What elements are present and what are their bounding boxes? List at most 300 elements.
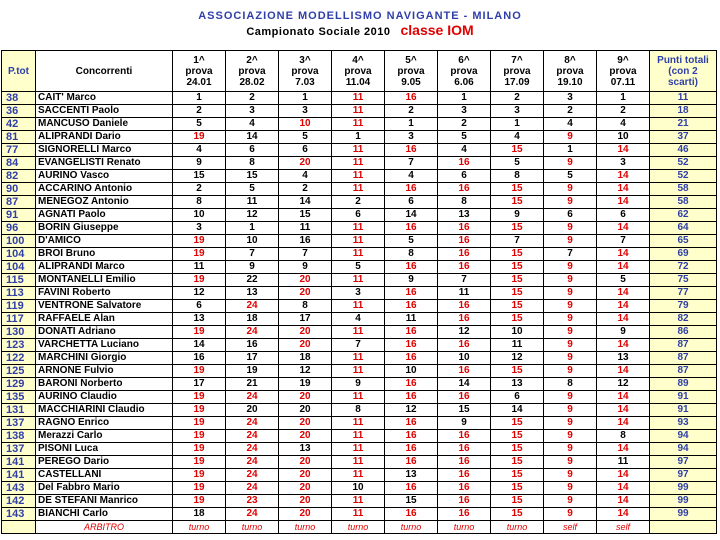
race-score: 16 — [385, 378, 438, 391]
race-score: 4 — [173, 144, 226, 157]
total-points: 91 — [650, 404, 717, 417]
race-score: 16 — [385, 352, 438, 365]
competitor-name: BIANCHI Carlo — [36, 508, 173, 521]
race-score: 14 — [385, 209, 438, 222]
competitor-name: D'AMICO — [36, 235, 173, 248]
race-score: 16 — [385, 287, 438, 300]
race-score: 13 — [226, 287, 279, 300]
race-score: 24 — [226, 482, 279, 495]
race-score: 7 — [385, 157, 438, 170]
table-row — [2, 339, 717, 352]
race-score: 16 — [385, 339, 438, 352]
table-row — [2, 105, 717, 118]
race-score: 14 — [597, 170, 650, 183]
race-score: 6 — [332, 209, 385, 222]
race-score: 8 — [597, 430, 650, 443]
competitor-name: CASTELLANI — [36, 469, 173, 482]
competitor-name: AURINO Claudio — [36, 391, 173, 404]
race-score: 14 — [597, 339, 650, 352]
race-score: 16 — [438, 222, 491, 235]
race-score: 11 — [332, 144, 385, 157]
race-score: 16 — [385, 443, 438, 456]
race-score: 6 — [385, 196, 438, 209]
race-score: 15 — [491, 508, 544, 521]
race-score: 20 — [279, 287, 332, 300]
total-points: 77 — [650, 287, 717, 300]
total-points: 79 — [650, 300, 717, 313]
race-score: 20 — [279, 508, 332, 521]
race-score: 16 — [385, 391, 438, 404]
header-row — [2, 51, 717, 92]
race-score: 5 — [597, 274, 650, 287]
race-score: 13 — [438, 209, 491, 222]
race-score: 9 — [544, 482, 597, 495]
competitor-name: Merazzi Carlo — [36, 430, 173, 443]
race-score: 24 — [226, 326, 279, 339]
race-score: 9 — [544, 222, 597, 235]
race-score: 6 — [226, 144, 279, 157]
race-score: 14 — [226, 131, 279, 144]
race-score: 14 — [597, 144, 650, 157]
total-points: 97 — [650, 456, 717, 469]
race-score: 15 — [491, 430, 544, 443]
race-score: 11 — [385, 313, 438, 326]
total-points: 52 — [650, 170, 717, 183]
race-score: 9 — [226, 261, 279, 274]
race-score: 14 — [597, 404, 650, 417]
race-score: 9 — [544, 196, 597, 209]
race-score: 21 — [226, 378, 279, 391]
race-score: 4 — [385, 170, 438, 183]
championship-subtitle — [0, 22, 720, 38]
race-score: 16 — [385, 144, 438, 157]
total-points: 93 — [650, 417, 717, 430]
race-score: 16 — [438, 495, 491, 508]
standings-table — [1, 50, 717, 534]
race-score: 13 — [173, 313, 226, 326]
race-score: 6 — [491, 391, 544, 404]
total-points: 94 — [650, 430, 717, 443]
race-score: 24 — [226, 456, 279, 469]
ptot-cell: 113 — [2, 287, 36, 300]
race-score: 15 — [491, 469, 544, 482]
race-score: 9 — [544, 131, 597, 144]
race-7-header: 7^ prova 17.09 — [491, 51, 544, 92]
race-score: 15 — [491, 300, 544, 313]
race-score: 5 — [544, 170, 597, 183]
race-score: 3 — [332, 287, 385, 300]
championship-name: Campionato Sociale 2010 — [246, 26, 391, 38]
race-score: 2 — [279, 183, 332, 196]
race-score: 1 — [438, 92, 491, 105]
table-row — [2, 417, 717, 430]
race-score: 11 — [332, 326, 385, 339]
race-score: 11 — [332, 495, 385, 508]
competitor-name: BROI Bruno — [36, 248, 173, 261]
total-points: 99 — [650, 495, 717, 508]
race-score: 9 — [544, 404, 597, 417]
competitor-name: MANCUSO Daniele — [36, 118, 173, 131]
race-score: 3 — [173, 222, 226, 235]
race-score: 15 — [385, 495, 438, 508]
race-score: 6 — [438, 170, 491, 183]
total-points: 21 — [650, 118, 717, 131]
race-score: 16 — [385, 430, 438, 443]
race-score: 2 — [226, 92, 279, 105]
table-row — [2, 248, 717, 261]
competitor-name: AURINO Vasco — [36, 170, 173, 183]
table-row — [2, 456, 717, 469]
race-score: 9 — [544, 313, 597, 326]
race-score: 1 — [226, 222, 279, 235]
table-row — [2, 183, 717, 196]
race-score: 19 — [173, 274, 226, 287]
race-score: 5 — [491, 157, 544, 170]
race-score: 3 — [438, 105, 491, 118]
race-score: 16 — [438, 391, 491, 404]
race-score: 9 — [544, 261, 597, 274]
race-score: 11 — [332, 222, 385, 235]
ptot-cell: 77 — [2, 144, 36, 157]
race-score: 20 — [226, 404, 279, 417]
race-score: 15 — [491, 417, 544, 430]
total-points: 18 — [650, 105, 717, 118]
race-score: 1 — [332, 131, 385, 144]
race-score: 14 — [597, 183, 650, 196]
race-score: 3 — [544, 92, 597, 105]
race-score: 10 — [173, 209, 226, 222]
race-score: 14 — [597, 196, 650, 209]
race-score: 15 — [491, 222, 544, 235]
ptot-cell: 137 — [2, 417, 36, 430]
race-score: 8 — [332, 404, 385, 417]
race-score: 14 — [597, 508, 650, 521]
competitor-name: BARONI Norberto — [36, 378, 173, 391]
total-points: 52 — [650, 157, 717, 170]
race-score: 9 — [332, 378, 385, 391]
race-score: 11 — [279, 222, 332, 235]
competitor-name: ARNONE Fulvio — [36, 365, 173, 378]
ptot-cell: 42 — [2, 118, 36, 131]
footer-empty-cell — [650, 521, 717, 534]
race-score: 24 — [226, 443, 279, 456]
footer-row — [2, 521, 717, 534]
race-score: 7 — [597, 235, 650, 248]
ptot-cell: 38 — [2, 92, 36, 105]
race-score: 16 — [385, 183, 438, 196]
race-score: 22 — [226, 274, 279, 287]
race-score: 19 — [173, 443, 226, 456]
table-row — [2, 482, 717, 495]
race-score: 16 — [438, 456, 491, 469]
table-row — [2, 326, 717, 339]
race-score: 19 — [173, 495, 226, 508]
race-3-header: 3^ prova 7.03 — [279, 51, 332, 92]
race-score: 6 — [173, 300, 226, 313]
race-score: 15 — [491, 495, 544, 508]
ptot-cell: 141 — [2, 456, 36, 469]
race-score: 16 — [438, 235, 491, 248]
race-score: 8 — [544, 378, 597, 391]
competitor-name: BORIN Giuseppe — [36, 222, 173, 235]
race-score: 9 — [544, 456, 597, 469]
race-1-header: 1^ prova 24.01 — [173, 51, 226, 92]
table-row — [2, 261, 717, 274]
race-score: 16 — [385, 456, 438, 469]
race-score: 9 — [544, 274, 597, 287]
race-score: 16 — [226, 339, 279, 352]
ptot-cell: 143 — [2, 508, 36, 521]
race-score: 14 — [597, 443, 650, 456]
race-score: 3 — [597, 157, 650, 170]
total-points: 69 — [650, 248, 717, 261]
race-score: 15 — [491, 456, 544, 469]
race-score: 13 — [279, 443, 332, 456]
race-score: 6 — [279, 144, 332, 157]
race-score: 14 — [279, 196, 332, 209]
race-score: 16 — [385, 261, 438, 274]
race-score: 24 — [226, 391, 279, 404]
total-points: 58 — [650, 196, 717, 209]
table-row — [2, 235, 717, 248]
race-score: 9 — [544, 508, 597, 521]
competitor-name: RAFFAELE Alan — [36, 313, 173, 326]
table-row — [2, 508, 717, 521]
competitor-name: ACCARINO Antonio — [36, 183, 173, 196]
race-score: 5 — [332, 261, 385, 274]
race-8-header: 8^ prova 19.10 — [544, 51, 597, 92]
ptot-cell: 84 — [2, 157, 36, 170]
race-score: 19 — [173, 456, 226, 469]
footer-empty-cell — [2, 521, 36, 534]
ptot-cell: 87 — [2, 196, 36, 209]
race-score: 9 — [544, 352, 597, 365]
race-score: 9 — [491, 209, 544, 222]
race-score: 14 — [597, 482, 650, 495]
race-score: 16 — [438, 300, 491, 313]
race-score: 11 — [332, 352, 385, 365]
race-score: 15 — [491, 443, 544, 456]
race-score: 13 — [491, 378, 544, 391]
race-score: 2 — [491, 92, 544, 105]
race-score: 4 — [332, 313, 385, 326]
race-score: 11 — [332, 391, 385, 404]
competitor-name: VENTRONE Salvatore — [36, 300, 173, 313]
race-score: 16 — [438, 469, 491, 482]
competitor-name: ALIPRANDI Marco — [36, 261, 173, 274]
race-score: 15 — [491, 261, 544, 274]
race-score: 10 — [438, 352, 491, 365]
race-score: 17 — [226, 352, 279, 365]
race-score: 16 — [438, 248, 491, 261]
race-score: 12 — [226, 209, 279, 222]
race-score: 7 — [491, 235, 544, 248]
race-score: 11 — [438, 287, 491, 300]
footer-cell: turno — [226, 521, 279, 534]
race-score: 1 — [385, 118, 438, 131]
race-score: 11 — [332, 118, 385, 131]
race-score: 3 — [279, 105, 332, 118]
race-score: 9 — [173, 157, 226, 170]
competitor-name: CAIT' Marco — [36, 92, 173, 105]
race-score: 1 — [544, 144, 597, 157]
race-score: 19 — [173, 248, 226, 261]
competitor-name: ALIPRANDI Dario — [36, 131, 173, 144]
race-score: 19 — [173, 469, 226, 482]
table-row — [2, 352, 717, 365]
race-score: 19 — [279, 378, 332, 391]
race-score: 19 — [173, 430, 226, 443]
total-points: 91 — [650, 391, 717, 404]
race-score: 8 — [226, 157, 279, 170]
race-score: 16 — [438, 365, 491, 378]
race-score: 12 — [279, 365, 332, 378]
race-score: 15 — [491, 183, 544, 196]
total-points: 64 — [650, 222, 717, 235]
race-score: 3 — [385, 131, 438, 144]
race-score: 4 — [279, 170, 332, 183]
race-score: 1 — [597, 92, 650, 105]
race-score: 11 — [332, 443, 385, 456]
competitor-name: VARCHETTA Luciano — [36, 339, 173, 352]
race-score: 20 — [279, 482, 332, 495]
race-score: 20 — [279, 404, 332, 417]
race-score: 8 — [279, 300, 332, 313]
race-score: 10 — [597, 131, 650, 144]
race-score: 11 — [332, 456, 385, 469]
ptot-cell: 141 — [2, 469, 36, 482]
race-score: 10 — [491, 326, 544, 339]
race-score: 20 — [279, 417, 332, 430]
competitor-name: EVANGELISTI Renato — [36, 157, 173, 170]
race-score: 19 — [173, 131, 226, 144]
ptot-cell: 130 — [2, 326, 36, 339]
competitor-name: MONTANELLI Emilio — [36, 274, 173, 287]
race-score: 2 — [544, 105, 597, 118]
race-score: 24 — [226, 417, 279, 430]
race-score: 14 — [597, 261, 650, 274]
race-score: 15 — [491, 482, 544, 495]
table-row — [2, 469, 717, 482]
ptot-cell: 142 — [2, 495, 36, 508]
race-score: 2 — [173, 183, 226, 196]
race-score: 9 — [544, 443, 597, 456]
total-points: 99 — [650, 508, 717, 521]
race-4-header: 4^ prova 11.04 — [332, 51, 385, 92]
table-row — [2, 443, 717, 456]
competitor-name: MENEGOZ Antonio — [36, 196, 173, 209]
race-score: 10 — [332, 482, 385, 495]
race-9-header: 9^ prova 07.11 — [597, 51, 650, 92]
race-score: 20 — [279, 456, 332, 469]
race-score: 7 — [279, 248, 332, 261]
race-score: 11 — [332, 274, 385, 287]
footer-cell: turno — [438, 521, 491, 534]
race-score: 12 — [491, 352, 544, 365]
table-row — [2, 313, 717, 326]
race-score: 9 — [544, 417, 597, 430]
race-score: 11 — [597, 456, 650, 469]
race-score: 2 — [597, 105, 650, 118]
race-score: 10 — [279, 118, 332, 131]
race-score: 16 — [438, 508, 491, 521]
race-score: 17 — [279, 313, 332, 326]
table-row — [2, 430, 717, 443]
race-score: 19 — [173, 404, 226, 417]
table-row — [2, 222, 717, 235]
race-score: 12 — [385, 404, 438, 417]
competitor-name: RAGNO Enrico — [36, 417, 173, 430]
race-score: 9 — [597, 326, 650, 339]
total-points: 82 — [650, 313, 717, 326]
race-score: 6 — [597, 209, 650, 222]
race-score: 13 — [597, 352, 650, 365]
race-score: 7 — [226, 248, 279, 261]
race-score: 5 — [438, 131, 491, 144]
race-score: 15 — [491, 144, 544, 157]
race-score: 19 — [173, 482, 226, 495]
competitor-name: SIGNORELLI Marco — [36, 144, 173, 157]
race-score: 20 — [279, 391, 332, 404]
ptot-cell: 129 — [2, 378, 36, 391]
race-score: 9 — [544, 235, 597, 248]
race-score: 16 — [438, 430, 491, 443]
race-score: 9 — [544, 300, 597, 313]
footer-cell: turno — [173, 521, 226, 534]
race-score: 4 — [491, 131, 544, 144]
race-score: 11 — [173, 261, 226, 274]
table-row — [2, 300, 717, 313]
race-6-header: 6^ prova 6.06 — [438, 51, 491, 92]
total-points: 46 — [650, 144, 717, 157]
table-row — [2, 170, 717, 183]
race-score: 2 — [332, 196, 385, 209]
table-row — [2, 209, 717, 222]
race-score: 9 — [438, 417, 491, 430]
race-score: 11 — [332, 105, 385, 118]
race-score: 15 — [491, 313, 544, 326]
table-row — [2, 157, 717, 170]
race-score: 14 — [597, 417, 650, 430]
race-score: 14 — [173, 339, 226, 352]
table-row — [2, 92, 717, 105]
race-score: 18 — [226, 313, 279, 326]
race-score: 1 — [279, 92, 332, 105]
table-row — [2, 495, 717, 508]
race-score: 11 — [332, 300, 385, 313]
race-score: 18 — [279, 352, 332, 365]
race-score: 14 — [597, 469, 650, 482]
race-score: 1 — [173, 92, 226, 105]
race-score: 4 — [597, 118, 650, 131]
race-score: 20 — [279, 469, 332, 482]
race-score: 14 — [597, 391, 650, 404]
arbitro-label: ARBITRO — [36, 521, 173, 534]
race-score: 3 — [226, 105, 279, 118]
table-row — [2, 118, 717, 131]
total-points: 99 — [650, 482, 717, 495]
race-score: 7 — [332, 339, 385, 352]
ptot-cell: 82 — [2, 170, 36, 183]
class-label: classe IOM — [400, 22, 474, 38]
race-score: 11 — [332, 508, 385, 521]
total-points: 89 — [650, 378, 717, 391]
table-row — [2, 404, 717, 417]
race-score: 13 — [385, 469, 438, 482]
total-points: 97 — [650, 469, 717, 482]
race-score: 16 — [438, 261, 491, 274]
race-score: 8 — [438, 196, 491, 209]
